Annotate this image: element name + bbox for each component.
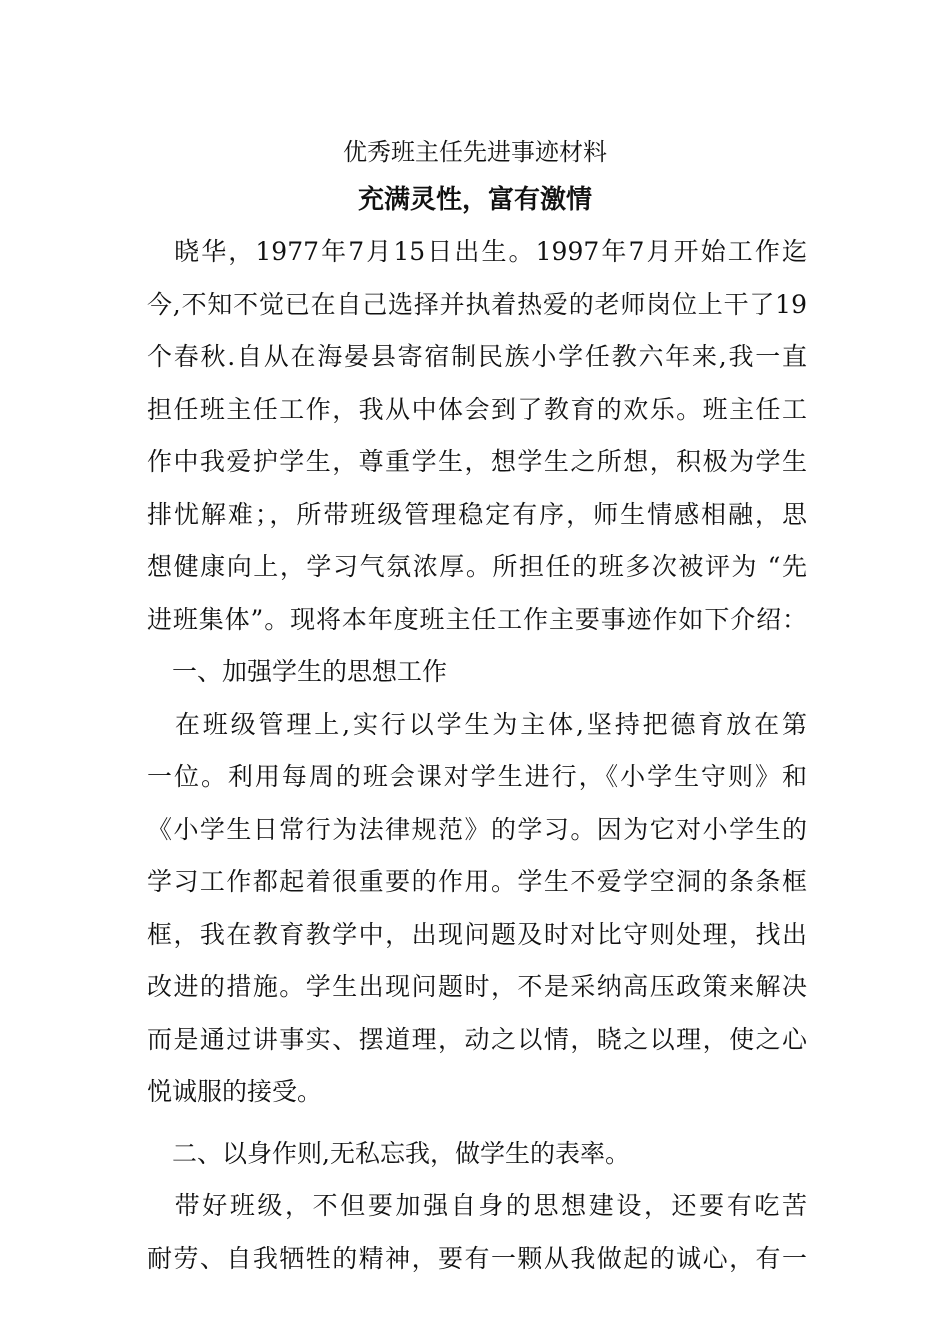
text-line: 改进的措施。学生出现问题时，不是采纳高压政策来解决	[147, 972, 807, 1001]
text-line: 晓华，1977年7月15日出生。1997年7月开始工作迄	[147, 237, 807, 266]
text-line: 排忧解难；，所带班级管理稳定有序，师生情感相融，思	[147, 499, 807, 529]
text-line: 担任班主任工作，我从中体会到了教育的欢乐。班主任工	[147, 394, 807, 424]
section-heading-2	[147, 1128, 807, 1181]
paragraph-lead-by-example	[147, 1180, 807, 1285]
text-line: 框，我在教育教学中，出现问题及时对比守则处理，找出	[147, 919, 807, 949]
paragraph-intro	[147, 226, 807, 646]
document-title: 优秀班主任先进事迹材料	[343, 138, 607, 166]
text-line: 悦诚服的接受。	[147, 1077, 323, 1106]
section-heading-text: 二、以身作则,无私忘我，做学生的表率。	[147, 1138, 630, 1168]
section-heading-1	[147, 646, 807, 699]
paragraph-class-management	[147, 699, 807, 1119]
text-line: 在班级管理上,实行以学生为主体,坚持把德育放在第	[147, 709, 807, 739]
text-line: 带好班级，不但要加强自身的思想建设，还要有吃苦	[147, 1191, 807, 1220]
text-line: 作中我爱护学生，尊重学生，想学生之所想，积极为学生	[147, 447, 807, 476]
document-subtitle: 充满灵性，富有激情	[357, 185, 592, 215]
text-line: 今,不知不觉已在自己选择并执着热爱的老师岗位上干了19	[147, 289, 807, 319]
text-line: 想健康向上，学习气氛浓厚。所担任的班多次被评为 “先	[147, 552, 807, 581]
section-heading-text: 一、加强学生的思想工作	[147, 657, 448, 686]
text-line: 个春秋.自从在海晏县寄宿制民族小学任教六年来,我一直	[147, 342, 807, 371]
text-line: 耐劳、自我牺牲的精神，要有一颗从我做起的诚心，有一	[147, 1243, 807, 1273]
text-line: 进班集体”。现将本年度班主任工作主要事迹作如下介绍：	[147, 604, 807, 634]
text-line: 一位。利用每周的班会课对学生进行，《小学生守则》和	[147, 762, 807, 791]
document-body	[147, 226, 807, 1285]
text-line: 《小学生日常行为法律规范》的学习。因为它对小学生的	[147, 814, 807, 844]
text-line: 学习工作都起着很重要的作用。学生不爱学空洞的条条框	[147, 867, 807, 896]
text-line: 而是通过讲事实、摆道理，动之以情，晓之以理，使之心	[147, 1024, 807, 1054]
